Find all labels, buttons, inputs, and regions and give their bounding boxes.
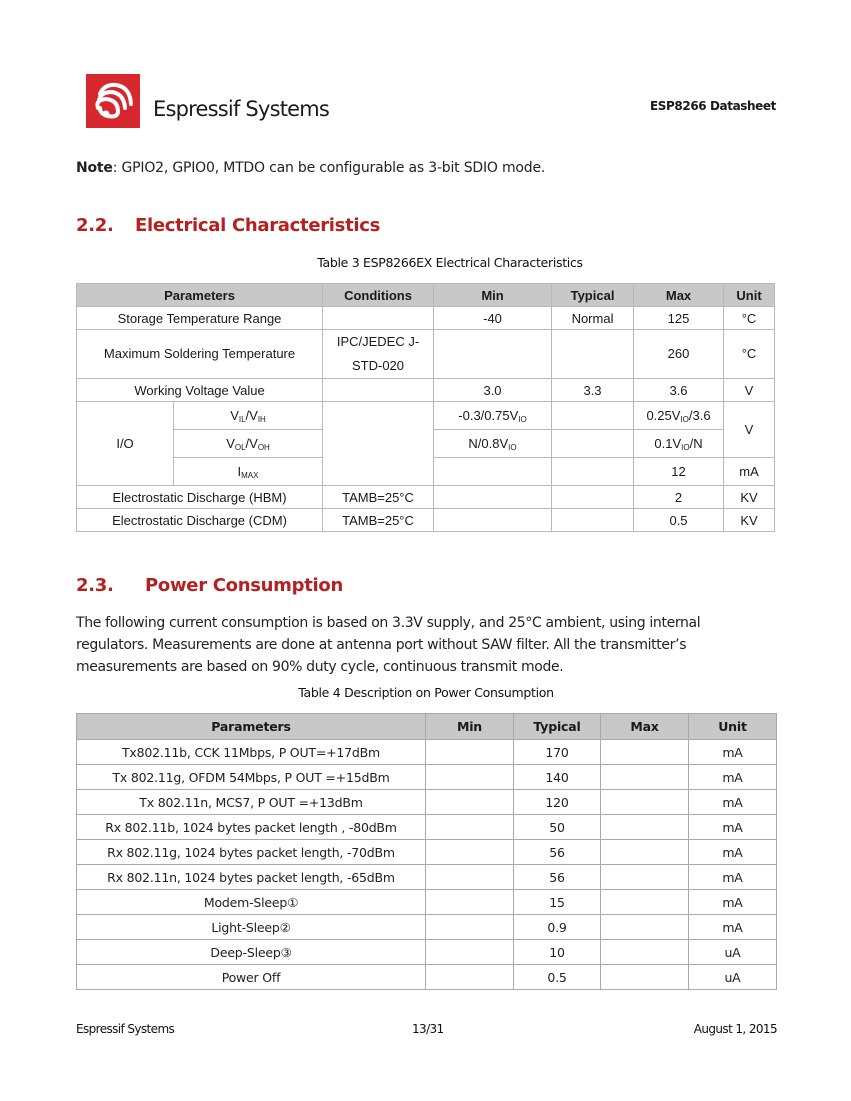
cell-min — [426, 890, 514, 915]
header-typical: Typical — [514, 714, 601, 740]
cell-param: Storage Temperature Range — [77, 307, 323, 330]
note-label: Note — [76, 160, 113, 176]
cell-unit: mA — [724, 458, 775, 486]
sub: IO — [508, 443, 517, 452]
sub: IO — [680, 415, 689, 424]
cell-unit: mA — [689, 915, 777, 940]
section-number: 2.3. — [76, 575, 114, 596]
cell-typ: 56 — [514, 865, 601, 890]
sym: I — [237, 464, 242, 479]
section-title: Power Consumption — [145, 575, 343, 596]
header-min: Min — [426, 714, 514, 740]
val: 0.25V — [646, 408, 681, 423]
cell-min: 3.0 — [434, 379, 552, 402]
cell-unit: V — [724, 402, 775, 458]
cell-max: 3.6 — [634, 379, 724, 402]
cell-min — [434, 458, 552, 486]
cell-typ: 15 — [514, 890, 601, 915]
cell-unit: °C — [724, 307, 775, 330]
table-row — [77, 865, 777, 890]
cell-min — [426, 790, 514, 815]
cell-unit: mA — [689, 790, 777, 815]
cell-unit: mA — [689, 815, 777, 840]
cell-max — [601, 915, 689, 940]
table-row — [77, 765, 777, 790]
cell-max — [601, 840, 689, 865]
header-max: Max — [601, 714, 689, 740]
val: /N — [689, 436, 703, 451]
cell-param: Tx 802.11n, MCS7, P OUT =+13dBm — [77, 790, 426, 815]
cell-unit: mA — [689, 740, 777, 765]
cell-typ: 140 — [514, 765, 601, 790]
cell-max — [601, 865, 689, 890]
table-row — [77, 815, 777, 840]
val: /3.6 — [688, 408, 711, 423]
cell-min: -40 — [434, 307, 552, 330]
table-row-io-vil — [77, 402, 775, 430]
power-description-paragraph: The following current consumption is based on 3.3V supply, and 25°C ambient, using internal regulators. Measurements are done at antenna port without SAW filter. All the transmitter’s measurements are based on 90% duty cycle, continuous transmit mode. — [76, 615, 701, 675]
cell-param: Tx802.11b, CCK 11Mbps, P OUT=+17dBm — [77, 740, 426, 765]
cell-min — [426, 865, 514, 890]
cell-cond — [323, 307, 434, 330]
document-title: ESP8266 Datasheet — [649, 99, 776, 113]
sym: V — [230, 408, 239, 423]
sym: V — [226, 436, 235, 451]
cell-cond: TAMB=25°C — [323, 486, 434, 509]
cell-cond — [323, 379, 434, 402]
cell-param: Rx 802.11n, 1024 bytes packet length, -65dBm — [77, 865, 426, 890]
cell-min — [426, 815, 514, 840]
header-parameters: Parameters — [77, 284, 323, 307]
table-header-row — [77, 714, 777, 740]
sub: IL — [238, 415, 246, 424]
cell-unit: mA — [689, 890, 777, 915]
table-row — [77, 840, 777, 865]
cell-io-label: I/O — [77, 402, 174, 486]
cell-unit: KV — [724, 509, 775, 532]
cell-cond — [323, 330, 434, 379]
cell-param: Deep-Sleep③ — [77, 940, 426, 965]
cell-unit: mA — [689, 865, 777, 890]
espressif-logo-icon — [86, 74, 140, 128]
cell-max — [601, 815, 689, 840]
header-conditions: Conditions — [323, 284, 434, 307]
cell-min — [434, 402, 552, 430]
sub: MAX — [241, 471, 259, 480]
cell-unit: mA — [689, 765, 777, 790]
cell-max: 12 — [634, 458, 724, 486]
cell-min — [434, 330, 552, 379]
cell-subparam — [174, 430, 323, 458]
cell-min — [426, 940, 514, 965]
cell-param: Rx 802.11b, 1024 bytes packet length , -80dBm — [77, 815, 426, 840]
cell-param: Electrostatic Discharge (HBM) — [77, 486, 323, 509]
cell-unit: V — [724, 379, 775, 402]
header-min: Min — [434, 284, 552, 307]
cell-min — [426, 965, 514, 990]
cell-typ: 50 — [514, 815, 601, 840]
footer-page-number: 13/31 — [412, 1022, 444, 1036]
cond-line: STD-020 — [352, 358, 405, 373]
cell-min — [426, 840, 514, 865]
wifi-s-logo-icon — [86, 74, 140, 128]
sub: IH — [257, 415, 266, 424]
cell-typ: Normal — [552, 307, 634, 330]
header-parameters: Parameters — [77, 714, 426, 740]
table-row — [77, 330, 775, 379]
table-row — [77, 740, 777, 765]
cell-typ: 56 — [514, 840, 601, 865]
cell-max: 2 — [634, 486, 724, 509]
cell-max — [601, 965, 689, 990]
cell-max — [601, 740, 689, 765]
table-header-row — [77, 284, 775, 307]
cell-typ: 3.3 — [552, 379, 634, 402]
cell-param: Light-Sleep② — [77, 915, 426, 940]
sub: OH — [257, 443, 270, 452]
cell-unit: uA — [689, 965, 777, 990]
cell-param: Modem-Sleep① — [77, 890, 426, 915]
cell-unit: uA — [689, 940, 777, 965]
val: 0.1V — [654, 436, 682, 451]
cell-cond — [323, 402, 434, 486]
table-row — [77, 509, 775, 532]
cell-typ — [552, 486, 634, 509]
cell-param: Tx 802.11g, OFDM 54Mbps, P OUT =+15dBm — [77, 765, 426, 790]
footer-company: Espressif Systems — [76, 1022, 175, 1036]
cell-subparam — [174, 402, 323, 430]
section-title: Electrical Characteristics — [135, 215, 381, 236]
table4-caption: Table 4 Description on Power Consumption — [298, 685, 554, 700]
cell-param: Power Off — [77, 965, 426, 990]
table-row — [77, 965, 777, 990]
cell-max: 125 — [634, 307, 724, 330]
section-heading-electrical — [76, 215, 380, 236]
cell-typ — [552, 402, 634, 430]
sym: /V — [245, 408, 258, 423]
cell-typ: 170 — [514, 740, 601, 765]
cell-min — [426, 765, 514, 790]
sub: IO — [681, 443, 690, 452]
power-consumption-table — [76, 713, 777, 990]
cell-max — [601, 940, 689, 965]
cell-unit: KV — [724, 486, 775, 509]
section-heading-power — [76, 575, 343, 596]
cell-param: Working Voltage Value — [77, 379, 323, 402]
cell-typ: 120 — [514, 790, 601, 815]
note-text: : GPIO2, GPIO0, MTDO can be configurable as 3-bit SDIO mode. — [112, 160, 546, 176]
cell-typ: 0.5 — [514, 965, 601, 990]
electrical-characteristics-table — [76, 283, 775, 532]
cell-max: 0.5 — [634, 509, 724, 532]
cell-cond: TAMB=25°C — [323, 509, 434, 532]
cond-line: IPC/JEDEC J- — [336, 334, 420, 349]
table-row — [77, 790, 777, 815]
table-row — [77, 940, 777, 965]
footer-date: August 1, 2015 — [693, 1022, 777, 1036]
table-row — [77, 307, 775, 330]
cell-min — [434, 430, 552, 458]
cell-typ — [552, 509, 634, 532]
cell-param: Rx 802.11g, 1024 bytes packet length, -70dBm — [77, 840, 426, 865]
cell-unit: °C — [724, 330, 775, 379]
cell-max — [634, 430, 724, 458]
cell-min — [434, 509, 552, 532]
sub: OL — [234, 443, 246, 452]
cell-min — [426, 915, 514, 940]
cell-unit: mA — [689, 840, 777, 865]
cell-typ — [552, 430, 634, 458]
header-typical: Typical — [552, 284, 634, 307]
table-row — [77, 379, 775, 402]
cell-param: Maximum Soldering Temperature — [77, 330, 323, 379]
cell-typ: 0.9 — [514, 915, 601, 940]
val: -0.3/0.75V — [458, 408, 519, 423]
cell-min — [426, 740, 514, 765]
note — [76, 160, 545, 176]
sub: IO — [518, 415, 527, 424]
cell-max: 260 — [634, 330, 724, 379]
val: N/0.8V — [468, 436, 509, 451]
cell-max — [601, 765, 689, 790]
table3-caption: Table 3 ESP8266EX Electrical Characteristics — [317, 255, 583, 270]
cell-typ — [552, 458, 634, 486]
header-unit: Unit — [689, 714, 777, 740]
cell-subparam — [174, 458, 323, 486]
cell-min — [434, 486, 552, 509]
cell-param: Electrostatic Discharge (CDM) — [77, 509, 323, 532]
cell-typ: 10 — [514, 940, 601, 965]
cell-max — [601, 790, 689, 815]
table-row — [77, 486, 775, 509]
table-row — [77, 915, 777, 940]
sym: /V — [245, 436, 258, 451]
cell-max — [634, 402, 724, 430]
header-unit: Unit — [724, 284, 775, 307]
table-row — [77, 890, 777, 915]
header-max: Max — [634, 284, 724, 307]
section-number: 2.2. — [76, 215, 114, 236]
cell-max — [601, 890, 689, 915]
cell-typ — [552, 330, 634, 379]
brand-name: Espressif Systems — [153, 97, 330, 121]
